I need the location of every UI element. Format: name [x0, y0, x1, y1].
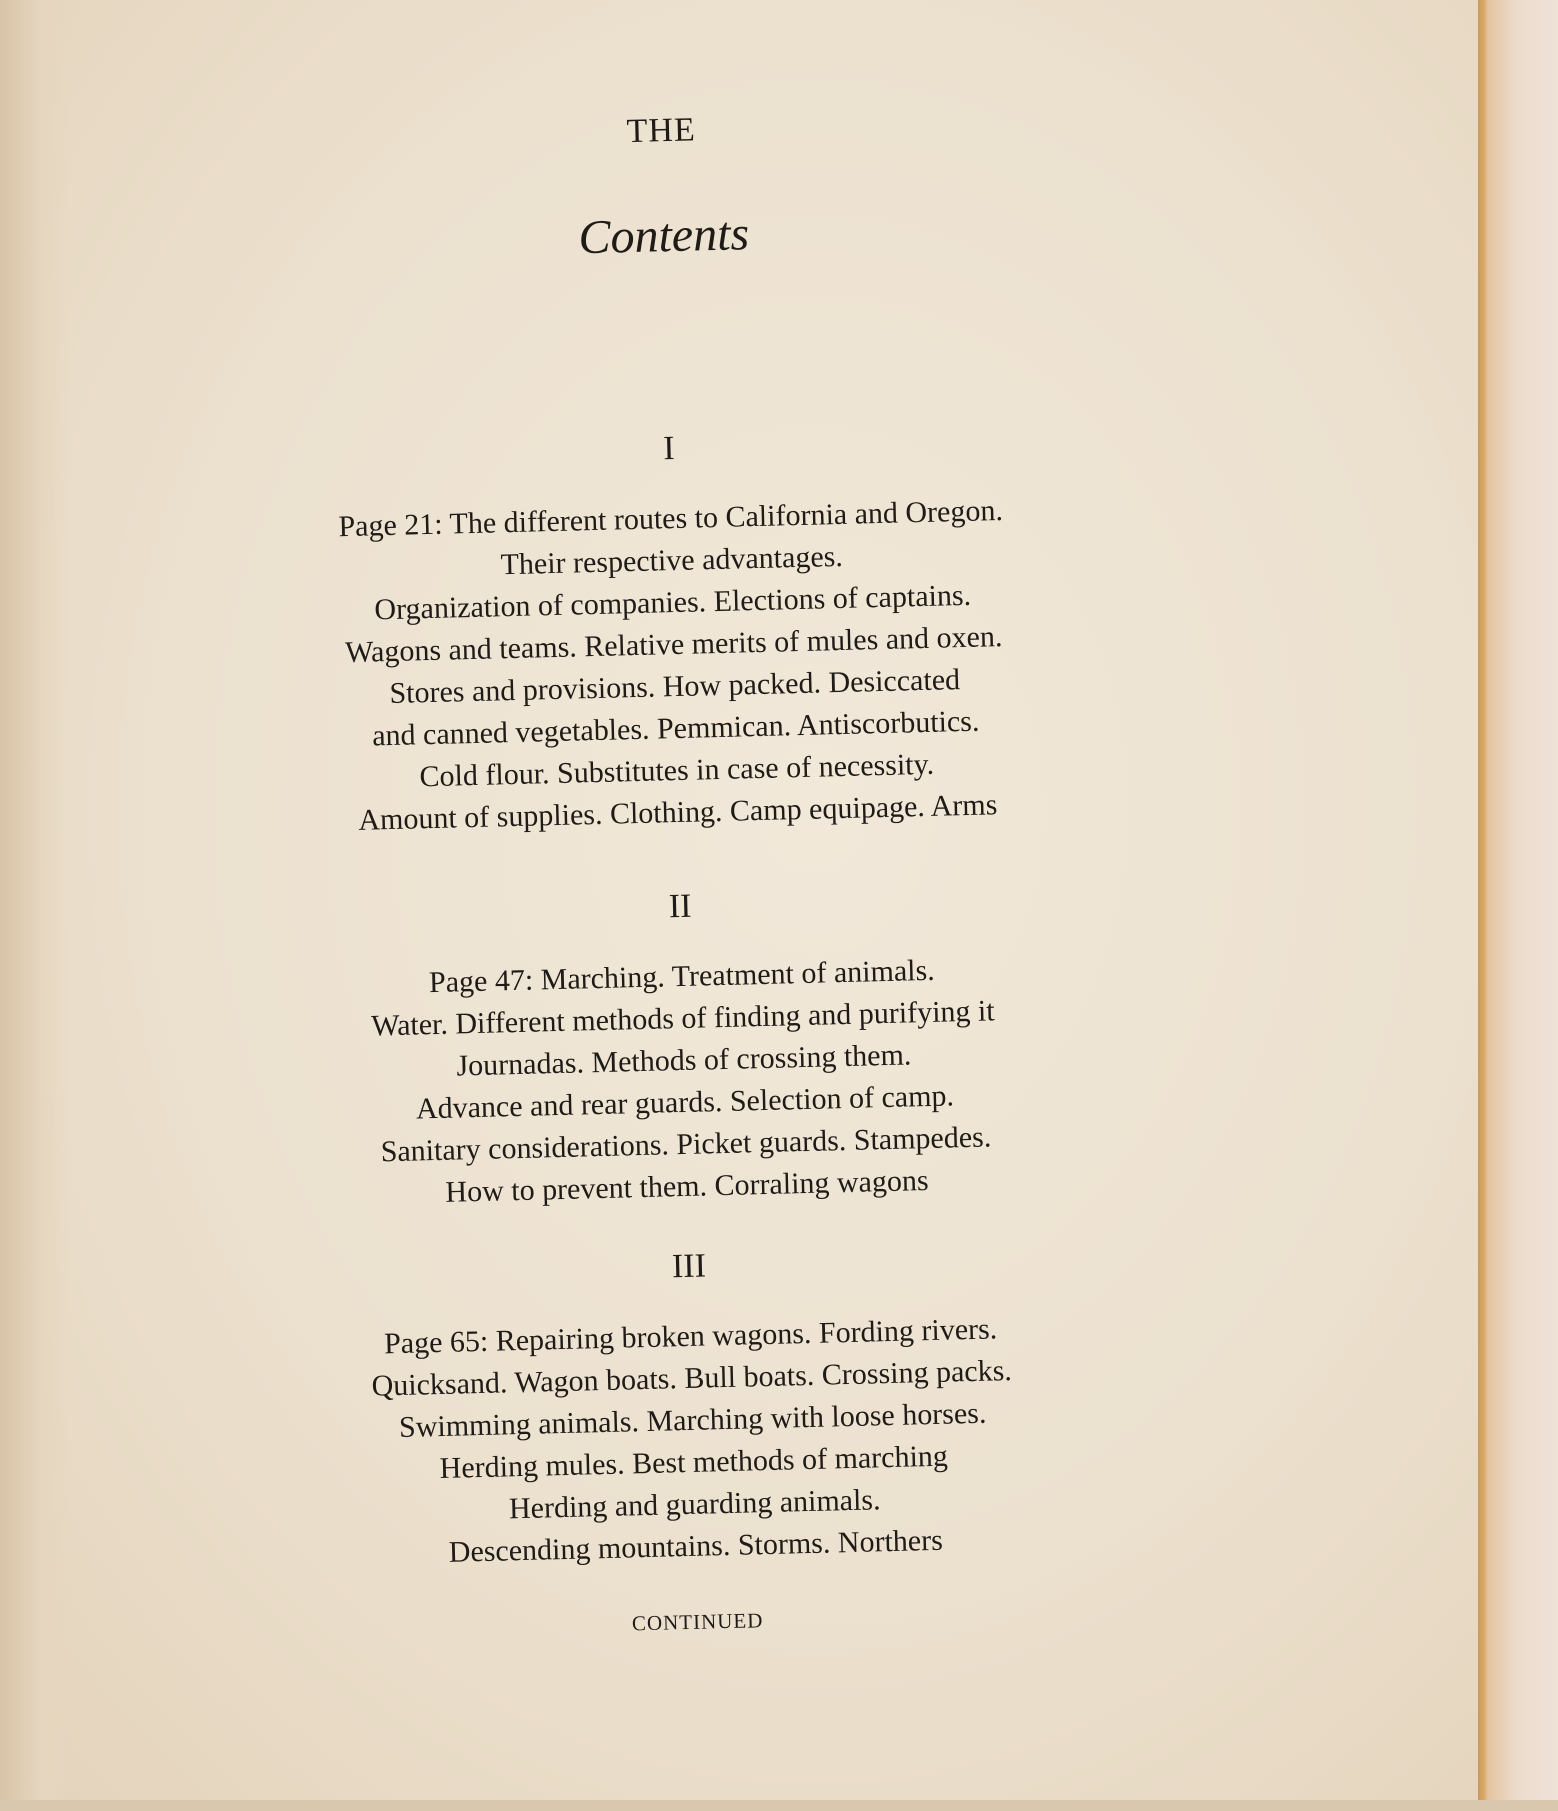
contents-line: Journadas. Methods of crossing them. — [456, 1038, 912, 1083]
contents-line: Page 21: The different routes to California and Oregon. — [338, 494, 1004, 544]
contents-line: How to prevent them. Corraling wagons — [445, 1164, 929, 1209]
contents-line: Amount of supplies. Clothing. Camp equipage. Arms — [357, 788, 998, 837]
contents-line: Cold flour. Substitutes in case of necessity. — [419, 747, 935, 794]
contents-line: Organization of companies. Elections of captains. — [374, 578, 972, 627]
heading-the: THE — [626, 111, 697, 151]
page-title: Contents — [577, 207, 750, 265]
contents-line: Herding and guarding animals. — [508, 1483, 881, 1526]
section-numeral: II — [668, 887, 692, 926]
contents-text-block — [178, 0, 1182, 1811]
contents-line: Herding mules. Best methods of marching — [439, 1439, 949, 1486]
contents-line: Wagons and teams. Relative merits of mules and oxen. — [344, 620, 1003, 670]
contents-line: Swimming animals. Marching with loose horses. — [398, 1396, 987, 1445]
section-iii — [209, 1236, 1177, 1579]
section-ii — [200, 876, 1168, 1219]
gutter-shadow — [0, 0, 70, 1800]
contents-line: Sanitary considerations. Picket guards. Stampedes. — [380, 1120, 992, 1169]
section-numeral: I — [662, 430, 676, 468]
contents-line: Their respective advantages. — [500, 539, 844, 582]
section-i — [189, 418, 1159, 845]
contents-line: Descending mountains. Storms. Northers — [448, 1523, 944, 1569]
contents-line: Stores and provisions. How packed. Desiccated — [389, 663, 961, 711]
contents-line: Water. Different methods of finding and purifying it — [370, 994, 995, 1043]
contents-line: Advance and rear guards. Selection of camp. — [415, 1079, 955, 1126]
book-edge — [1478, 0, 1558, 1800]
contents-line: Page 47: Marching. Treatment of animals. — [428, 953, 936, 1000]
contents-line: Page 65: Repairing broken wagons. Fording rivers. — [383, 1312, 998, 1361]
section-numeral: III — [671, 1247, 707, 1286]
contents-line: and canned vegetables. Pemmican. Antiscorbutics. — [371, 704, 980, 753]
continued-note: CONTINUED — [631, 1608, 764, 1636]
contents-line: Quicksand. Wagon boats. Bull boats. Crossing packs. — [371, 1354, 1013, 1403]
